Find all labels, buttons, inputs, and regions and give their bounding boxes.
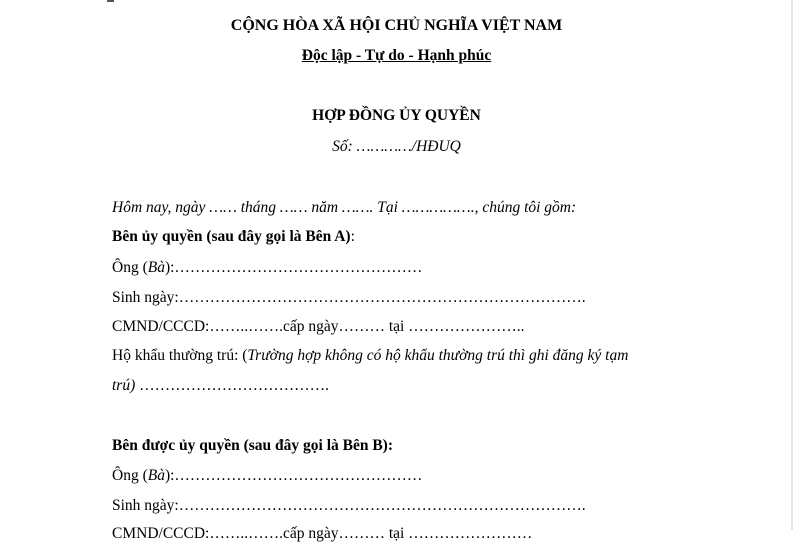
contract-number: Số: …………/HĐUQ: [332, 138, 461, 155]
party-a-name-line: [112, 258, 422, 278]
party-b-name-label: Ông (: [112, 467, 148, 484]
party-b-name-blank: ):…………………………………………: [164, 467, 423, 484]
party-a-name-label: Ông (: [112, 259, 148, 276]
party-a-residence-line-cont: [112, 376, 329, 396]
party-a-residence-note-cont: trú): [112, 377, 136, 394]
party-a-id-line: CMND/CCCD:……..…….cấp ngày……… tại …………………..: [112, 318, 525, 335]
party-b-id-line-partial: CMND/CCCD:……..…….cấp ngày……… tại ……………………: [112, 525, 533, 542]
ruler-marker: [107, 0, 114, 2]
party-b-name-line: [112, 466, 422, 486]
party-b-dob-line: Sinh ngày:…………………………………………………………………….: [112, 497, 586, 514]
party-a-name-label-alt: Bà: [147, 259, 165, 276]
party-a-heading-colon: :: [350, 228, 355, 245]
party-a-dob-line: Sinh ngày:…………………………………………………………………….: [112, 289, 586, 306]
motto: Độc lập - Tự do - Hạnh phúc: [301, 47, 492, 64]
party-a-residence-line: [112, 346, 628, 366]
party-a-residence-blank: ……………………………….: [135, 377, 329, 394]
party-a-heading-line: [112, 227, 355, 247]
party-a-name-blank: ):…………………………………………: [164, 259, 423, 276]
contract-title: HỢP ĐỒNG ỦY QUYỀN: [312, 107, 481, 124]
party-a-residence-note: Trường hợp không có hộ khẩu thường trú thì ghi đăng ký tạm: [247, 347, 629, 364]
party-a-residence-label: Hộ khẩu thường trú: (: [112, 347, 248, 364]
party-b-heading: Bên được ủy quyền (sau đây gọi là Bên B):: [112, 437, 394, 454]
party-a-heading: Bên ủy quyền (sau đây gọi là Bên A): [112, 228, 351, 245]
party-b-name-label-alt: Bà: [147, 467, 165, 484]
intro-line: Hôm nay, ngày …… tháng …… năm ……. Tại ……………., chúng tôi gồm:: [112, 199, 577, 216]
national-title: CỘNG HÒA XÃ HỘI CHỦ NGHĨA VIỆT NAM: [230, 17, 563, 34]
